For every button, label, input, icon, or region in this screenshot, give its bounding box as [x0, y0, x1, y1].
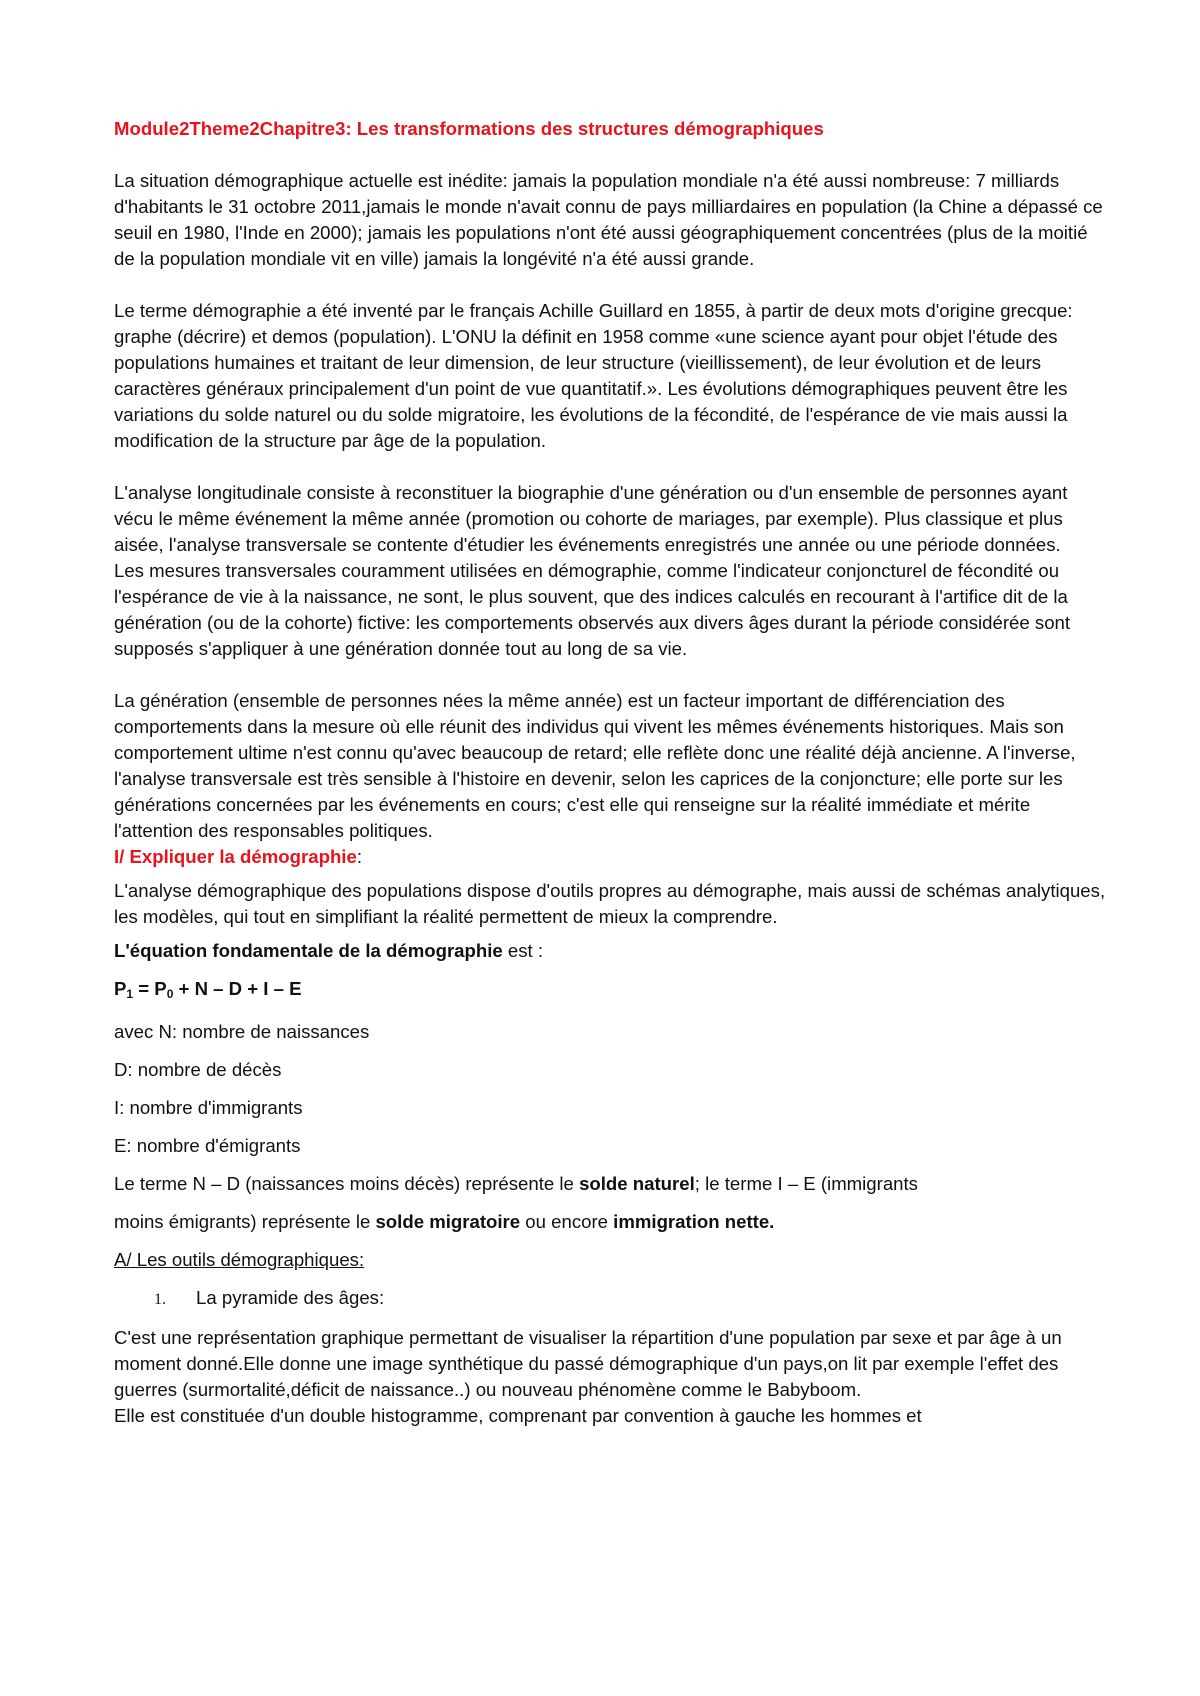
- definition-i: I: nombre d'immigrants: [114, 1097, 303, 1118]
- paragraph-pyramid: C'est une représentation graphique permettant de visualiser la répartition d'une population par sexe et par âge à un moment donné.Elle donne une image synthétique du passé démographique d'un pays,on lit par exemple l'effet des guerres (surmortalité,déficit de naissance..) ou nouveau phénomène comme le Babyboom.: [114, 1327, 1062, 1400]
- paragraph-analysis: L'analyse démographique des populations dispose d'outils propres au démographe, mais aussi de schémas analytiques, les modèles, qui tout en simplifiant la réalité permettent de mieux la comprendre.: [114, 880, 1106, 927]
- immigration-nette: immigration nette.: [613, 1211, 775, 1232]
- solde-text-f: ou encore: [520, 1211, 614, 1232]
- definition-d: D: nombre de décès: [114, 1059, 282, 1080]
- subsection-title: A/ Les outils démographiques:: [114, 1249, 365, 1270]
- solde-migratoire: solde migratoire: [375, 1211, 521, 1232]
- paragraph-histogram: Elle est constituée d'un double histogramme, comprenant par convention à gauche les hommes et: [114, 1405, 922, 1426]
- equation-intro-bold: L'équation fondamentale de la démographie: [114, 940, 503, 961]
- list-number: 1.: [154, 1291, 166, 1308]
- list-item-label: La pyramide des âges:: [196, 1287, 385, 1308]
- section-heading: [114, 844, 1110, 870]
- eq-p1: P: [114, 978, 127, 999]
- paragraph-transversal: Les mesures transversales couramment utilisées en démographie, comme l'indicateur conjoncturel de fécondité ou l'espérance de vie à la naissance, ne sont, le plus souvent, que des indices calculés en recourant à l'artifice dit de la génération (ou de la cohorte) fictive: les comportements observés aux divers âges durant la période considérée sont supposés s'appliquer à une génération donnée tout au long de sa vie.: [114, 560, 1071, 659]
- section-colon: :: [356, 846, 362, 867]
- paragraph-definition: Le terme démographie a été inventé par le français Achille Guillard en 1855, à partir de deux mots d'origine grecque: graphe (décrire) et demos (population). L'ONU la définit en 1958 comme «une science ayant pour objet l'étude des populations humaines et traitant de leur dimension, de leur structure (vieillissement), de leur évolution et de leurs caractères généraux principalement d'un point de vue quantitatif.». Les évolutions démographiques peuvent être les variations du solde naturel ou du solde migratoire, les évolutions de la fécondité, de l'espérance de vie mais aussi la modification de la structure par âge de la population.: [114, 300, 1073, 451]
- eq-p1-sub: 1: [126, 987, 134, 1001]
- paragraph-intro: La situation démographique actuelle est inédite: jamais la population mondiale n'a été aussi nombreuse: 7 milliards d'habitants le 31 octobre 2011,jamais le monde n'avait connu de pays milliardaires en population (la Chine a dépassé ce seuil en 1980, l'Inde en 2000); jamais les populations n'ont été aussi géographiquement concentrées (plus de la moitié de la population mondiale vit en ville) jamais la longévité n'a été aussi grande.: [114, 170, 1103, 269]
- equation-intro: [114, 938, 1110, 964]
- solde-line-1: [114, 1171, 1110, 1197]
- solde-text-a: Le terme N – D (naissances moins décès) représente le: [114, 1173, 580, 1194]
- definition-e: E: nombre d'émigrants: [114, 1135, 301, 1156]
- list-item: [114, 1285, 1110, 1313]
- solde-naturel: solde naturel: [579, 1173, 695, 1194]
- section-title: I/ Expliquer la démographie: [114, 846, 357, 867]
- solde-text-d: moins émigrants) représente le: [114, 1211, 376, 1232]
- equation-intro-rest: est :: [502, 940, 544, 961]
- solde-line-2: [114, 1209, 1110, 1235]
- solde-text-c: ; le terme I – E (immigrants: [694, 1173, 918, 1194]
- definition-n: avec N: nombre de naissances: [114, 1021, 370, 1042]
- paragraph-generation: La génération (ensemble de personnes nées la même année) est un facteur important de différenciation des comportements dans la mesure où elle réunit des individus qui vivent les mêmes événements historiques. Mais son comportement ultime n'est connu qu'avec beaucoup de retard; elle reflète donc une réalité déjà ancienne. A l'inverse, l'analyse transversale est très sensible à l'histoire en devenir, selon les caprices de la conjoncture; elle porte sur les générations concernées par les événements en cours; c'est elle qui renseigne sur la réalité immédiate et mérite l'attention des responsables politiques.: [114, 690, 1076, 841]
- eq-rest: + N – D + I – E: [173, 978, 302, 999]
- paragraph-longitudinal: L'analyse longitudinale consiste à reconstituer la biographie d'une génération ou d'un ensemble de personnes ayant vécu le même événement la même année (promotion ou cohorte de mariages, par exemple). Plus classique et plus aisée, l'analyse transversale se contente d'étudier les événements enregistrés une année ou une période données.: [114, 482, 1068, 555]
- doc-title: Module2Theme2Chapitre3: Les transformations des structures démographiques: [114, 118, 824, 139]
- eq-p0-sub: 0: [166, 987, 174, 1001]
- equation: [114, 976, 1110, 1007]
- eq-equals: = P: [133, 978, 167, 999]
